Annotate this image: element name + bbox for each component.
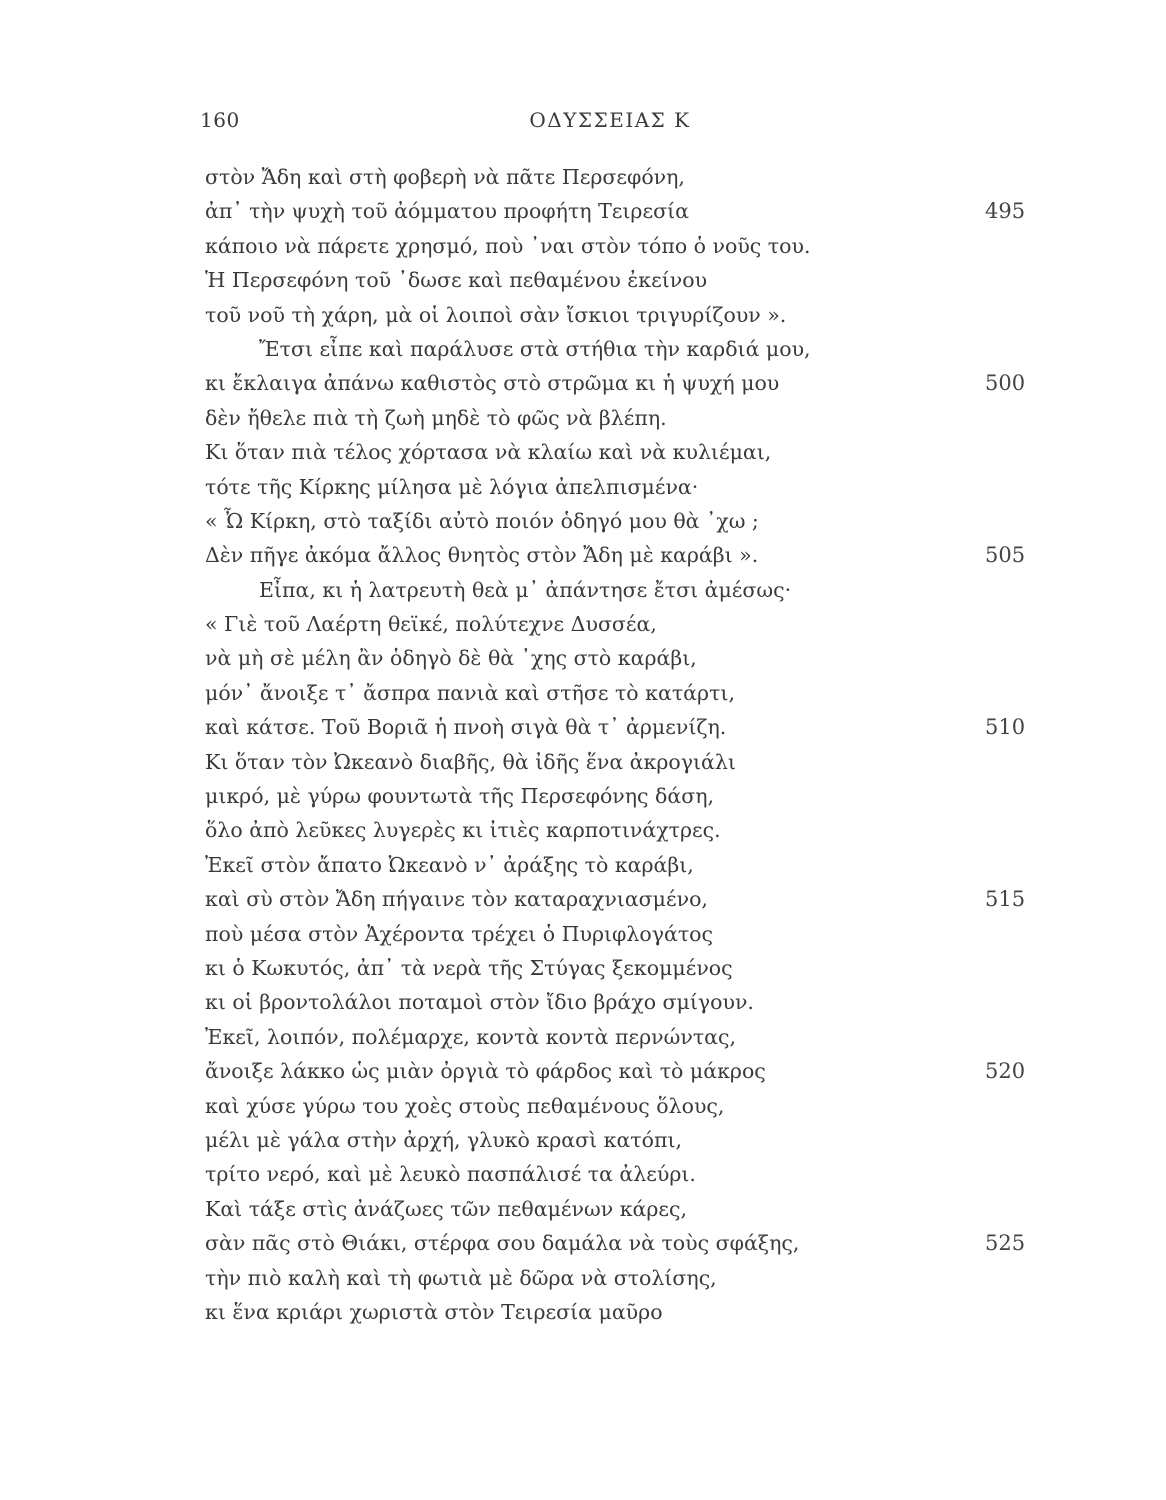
verse-block [205,160,1045,1329]
verse-text: « Ὦ Κίρκη, στὸ ταξίδι αὐτὸ ποιόν ὁδηγό μου θὰ ᾽χω ; [205,508,759,533]
verse-text: ποὺ μέσα στὸν Ἀχέροντα τρέχει ὁ Πυριφλογάτος [205,921,713,946]
line-number: 505 [985,543,1026,568]
verse-line [205,160,1045,194]
verse-line [205,848,1045,882]
verse-line [205,1157,1045,1191]
page-header [200,108,1020,138]
verse-line [205,538,1045,572]
verse-text: ἀπ᾽ τὴν ψυχὴ τοῦ ἀόμματου προφήτη Τειρεσία [205,199,689,224]
verse-line [205,194,1045,228]
verse-text: κι ὁ Κωκυτός, ἀπ᾽ τὰ νερὰ τῆς Στύγας ξεκομμένος [205,955,733,980]
verse-text: δὲν ἤθελε πιὰ τὴ ζωὴ μηδὲ τὸ φῶς νὰ βλέπη. [205,405,667,430]
line-number: 500 [985,371,1026,396]
verse-line [205,1123,1045,1157]
verse-line [205,745,1045,779]
verse-text: τὴν πιὸ καλὴ καὶ τὴ φωτιὰ μὲ δῶρα νὰ στολίσης, [205,1265,717,1290]
verse-line [205,1226,1045,1260]
verse-line [205,1192,1045,1226]
verse-line [205,985,1045,1019]
verse-line [205,1295,1045,1329]
verse-line [205,1054,1045,1088]
verse-text: Ἐκεῖ, λοιπόν, πολέμαρχε, κοντὰ κοντὰ περνώντας, [205,1024,736,1049]
verse-text: κάποιο νὰ πάρετε χρησμό, ποὺ ᾽ναι στὸν τόπο ὁ νοῦς του. [205,233,811,258]
verse-line [205,229,1045,263]
page-number: 160 [200,108,240,132]
line-number: 515 [985,887,1026,912]
verse-line [205,332,1045,366]
line-number: 525 [985,1231,1026,1256]
verse-text: κι ἔκλαιγα ἀπάνω καθιστὸς στὸ στρῶμα κι ἡ ψυχή μου [205,371,780,396]
verse-line [205,1020,1045,1054]
verse-line [205,917,1045,951]
verse-line [205,607,1045,641]
verse-text: μόν᾽ ἄνοιξε τ᾽ ἄσπρα πανιὰ καὶ στῆσε τὸ κατάρτι, [205,680,735,705]
verse-text: καὶ κάτσε. Τοῦ Βοριᾶ ἡ πνοὴ σιγὰ θὰ τ᾽ ἀρμενίζη. [205,715,727,740]
verse-line [205,779,1045,813]
verse-text: Ἔτσι εἶπε καὶ παράλυσε στὰ στήθια τὴν καρδιά μου, [259,336,811,361]
verse-text: Κι ὅταν τὸν Ὠκεανὸ διαβῆς, θὰ ἰδῆς ἕνα ἀκρογιάλι [205,749,736,774]
verse-line [205,882,1045,916]
verse-text: στὸν Ἄδη καὶ στὴ φοβερὴ νὰ πᾶτε Περσεφόνη, [205,165,685,189]
verse-text: κι οἱ βροντολάλοι ποταμοὶ στὸν ἴδιο βράχο σμίγουν. [205,990,754,1015]
verse-line [205,641,1045,675]
verse-line [205,1089,1045,1123]
verse-text: ὅλο ἀπὸ λεῦκες λυγερὲς κι ἰτιὲς καρποτινάχτρες. [205,818,721,843]
verse-text: Ἐκεῖ στὸν ἄπατο Ὠκεανὸ ν᾽ ἀράξης τὸ καράβι, [205,852,694,877]
line-number: 510 [985,715,1026,740]
verse-line [205,573,1045,607]
verse-text: καὶ σὺ στὸν Ἄδη πήγαινε τὸν καταραχνιασμένο, [205,887,708,912]
line-number: 495 [985,199,1026,224]
verse-text: Δὲν πῆγε ἀκόμα ἄλλος θνητὸς στὸν Ἄδη μὲ καράβι ». [205,543,759,568]
verse-line [205,298,1045,332]
verse-line [205,470,1045,504]
verse-line [205,676,1045,710]
verse-text: καὶ χύσε γύρω του χοὲς στοὺς πεθαμένους ὅλους, [205,1093,725,1118]
verse-line [205,1261,1045,1295]
verse-text: Καὶ τάξε στὶς ἀνάζωες τῶν πεθαμένων κάρες, [205,1196,688,1221]
verse-line [205,951,1045,985]
verse-text: τότε τῆς Κίρκης μίλησα μὲ λόγια ἀπελπισμένα· [205,474,699,499]
verse-text: Ἡ Περσεφόνη τοῦ ᾽δωσε καὶ πεθαμένου ἐκείνου [205,268,708,293]
verse-line [205,504,1045,538]
verse-text: τρίτο νερό, καὶ μὲ λευκὸ πασπάλισέ τα ἀλεύρι. [205,1162,696,1187]
line-number: 520 [985,1059,1026,1084]
verse-text: κι ἕνα κριάρι χωριστὰ στὸν Τειρεσία μαῦρο [205,1299,663,1324]
verse-text: σὰν πᾶς στὸ Θιάκι, στέρφα σου δαμάλα νὰ τοὺς σφάξης, [205,1231,800,1256]
verse-line [205,366,1045,400]
verse-line [205,813,1045,847]
verse-text: ἄνοιξε λάκκο ὡς μιὰν ὀργιὰ τὸ φάρδος καὶ τὸ μάκρος [205,1059,766,1084]
verse-text: Κι ὅταν πιὰ τέλος χόρτασα νὰ κλαίω καὶ νὰ κυλιέμαι, [205,440,772,465]
running-title: ΟΔΥΣΣΕΙΑΣ Κ [529,108,691,132]
verse-line [205,263,1045,297]
verse-text: τοῦ νοῦ τὴ χάρη, μὰ οἱ λοιποὶ σὰν ἴσκιοι τριγυρίζουν ». [205,302,787,327]
verse-line [205,401,1045,435]
verse-line [205,435,1045,469]
verse-text: « Γιὲ τοῦ Λαέρτη θεϊκέ, πολύτεχνε Δυσσέα, [205,612,657,637]
verse-line [205,710,1045,744]
verse-text: Εἶπα, κι ἡ λατρευτὴ θεὰ μ᾽ ἀπάντησε ἔτσι ἀμέσως· [259,577,792,602]
verse-text: μικρό, μὲ γύρω φουντωτὰ τῆς Περσεφόνης δάση, [205,784,715,809]
verse-text: μέλι μὲ γάλα στὴν ἀρχή, γλυκὸ κρασὶ κατόπι, [205,1127,683,1152]
verse-text: νὰ μὴ σὲ μέλη ἂν ὁδηγὸ δὲ θὰ ᾽χης στὸ καράβι, [205,646,697,671]
